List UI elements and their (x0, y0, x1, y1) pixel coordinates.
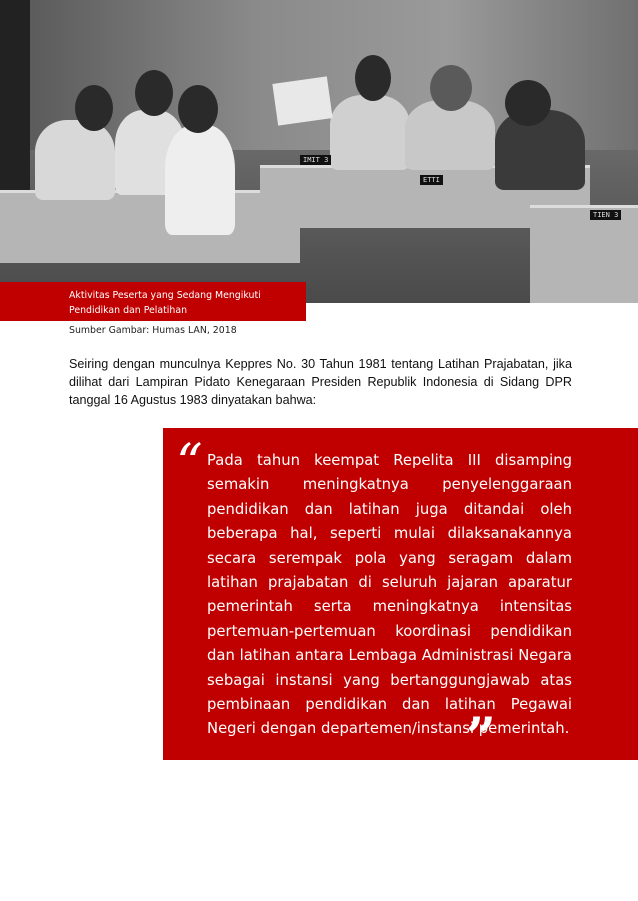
photo-head (355, 55, 391, 101)
photo-head (75, 85, 113, 131)
quote-open-mark: “ (176, 434, 203, 494)
photo-head (178, 85, 218, 133)
caption-line-2: Pendidikan dan Pelatihan (69, 305, 188, 316)
classroom-photo (0, 0, 638, 303)
photo-person (35, 120, 115, 200)
photo-table (530, 205, 638, 303)
photo-table (0, 190, 300, 263)
photo-person (330, 95, 410, 170)
photo-head (505, 80, 551, 126)
intro-paragraph: Seiring dengan munculnya Keppres No. 30 Tahun 1981 tentang Latihan Prajabatan, jika dilihat dari Lampiran Pidato Kenegaraan Presiden Republik Indonesia di Sidang DPR tanggal 16 Agustus 1983 dinyatakan bahwa: (69, 357, 572, 407)
image-source: Sumber Gambar: Humas LAN, 2018 (69, 325, 237, 336)
photo-window (0, 0, 30, 200)
quote-close-mark: ” (466, 707, 496, 768)
photo-head (430, 65, 472, 111)
photo-person (165, 125, 235, 235)
photo-nameplate: TIEN 3 (590, 210, 621, 220)
photo-newspaper (272, 76, 332, 125)
caption-line-1: Aktivitas Peserta yang Sedang Mengikuti (69, 290, 261, 301)
photo-nameplate: ETTI (420, 175, 443, 185)
photo-caption (69, 288, 301, 318)
photo-head (135, 70, 173, 116)
photo-nameplate: IMIT 3 (300, 155, 331, 165)
quote-text: Pada tahun keempat Repelita III disamping semakin meningkatnya penyelenggaraan pendidikan dan latihan juga ditandai oleh beberapa hal, seperti mulai dilaksanakannya secara serempak pola yang seragam dalam latihan prajabatan di seluruh jajaran aparatur pemerintah serta meningkatnya intensitas pertemuan-pertemuan koordinasi pendidikan dan latihan antara Lembaga Administrasi Negara sebagai instansi yang bertanggungjawab atas pembinaan pendidikan dan latihan Pegawai Negeri dengan departemen/instansi pemerintah. (207, 452, 572, 738)
